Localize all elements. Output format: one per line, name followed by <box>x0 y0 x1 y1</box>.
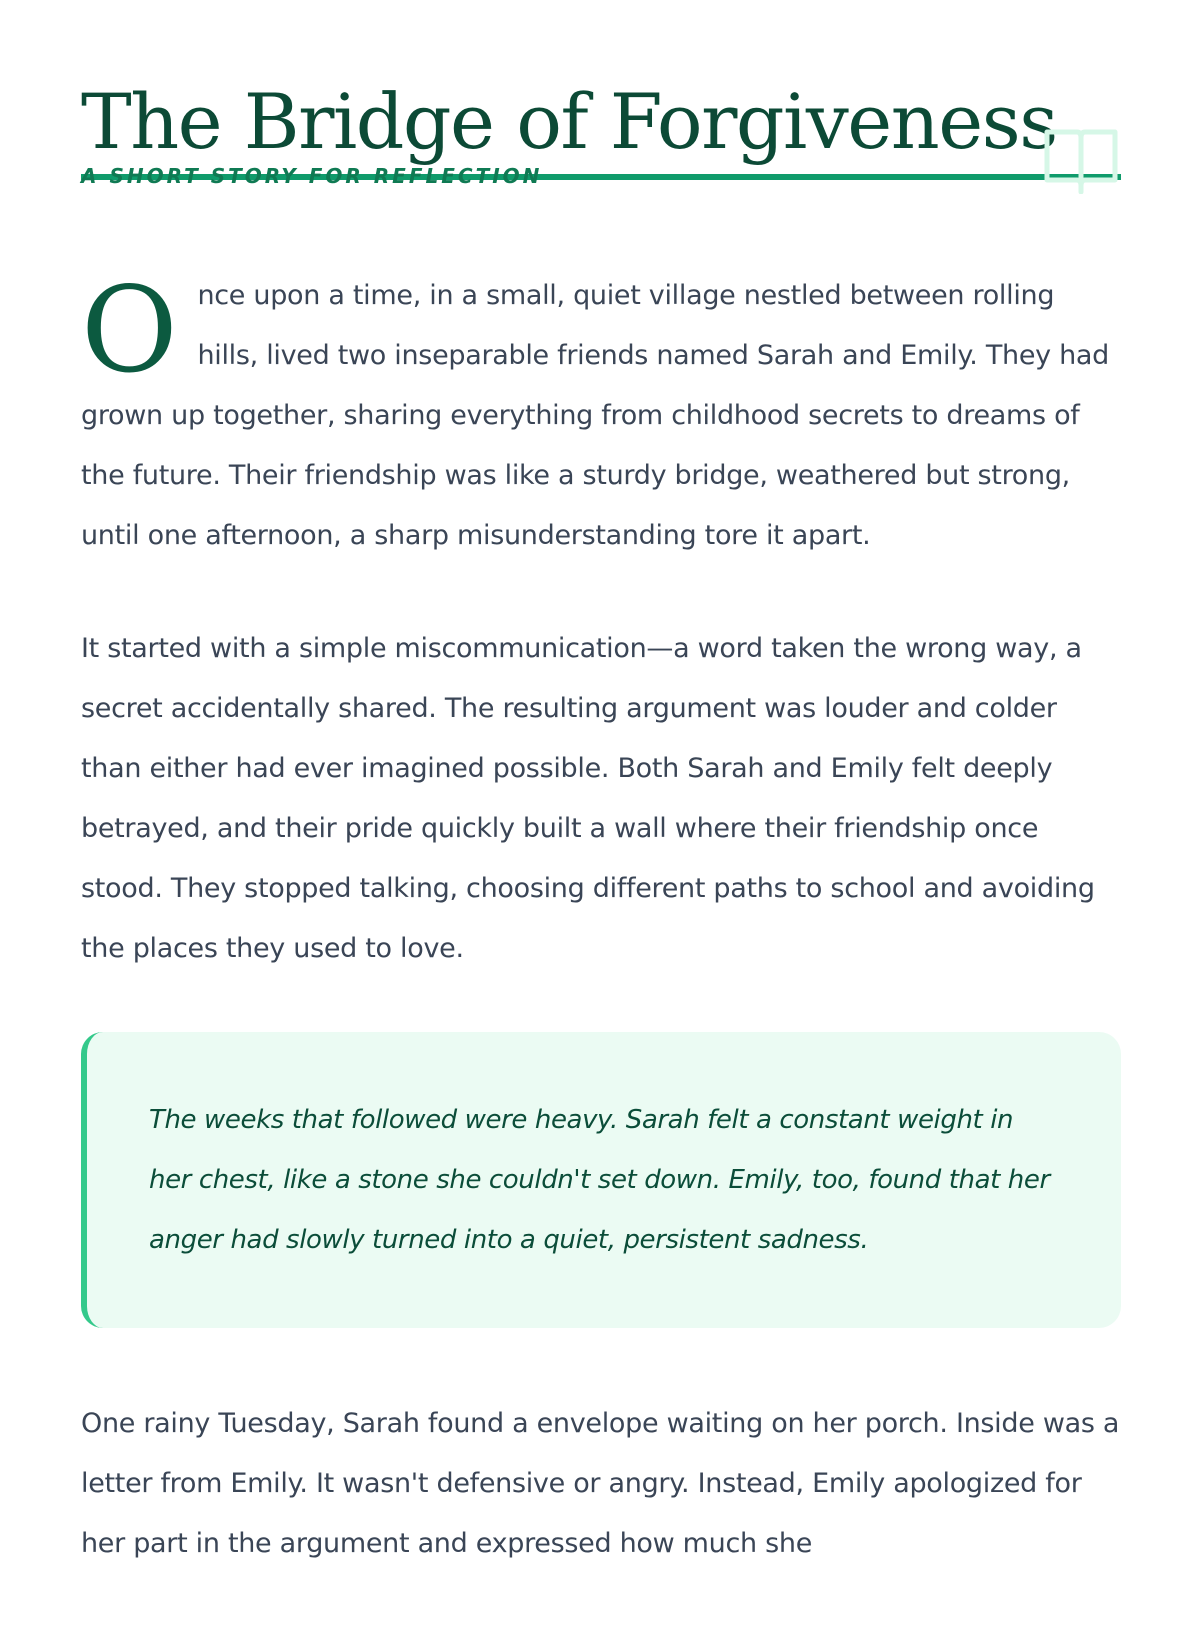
quote-text: The weeks that followed were heavy. Sarah felt a constant weight in her chest, like a stone she couldn't set down. Emily, too, found that her anger had slowly turned into a quiet, persistent sadness. <box>149 1105 1050 1255</box>
page-subtitle: A SHORT STORY FOR REFLECTION <box>81 164 543 188</box>
drop-cap: O <box>81 261 178 399</box>
story-paragraph-2: It started with a simple miscommunication—a word taken the wrong way, a secret accidentally shared. The resulting argument was louder and colder than either had ever imagined possible. Both Sarah and Emily felt deeply betrayed, and their pride quickly built a wall where their friendship once stood. They stopped talking, choosing different paths to school and avoiding the places they used to love. <box>81 633 1095 964</box>
page-title: The Bridge of Forgiveness <box>81 77 1057 166</box>
story-page <box>81 0 1121 1627</box>
book-open-icon <box>1043 126 1119 194</box>
story-body <box>81 180 1121 1574</box>
story-paragraph-3: One rainy Tuesday, Sarah found a envelope waiting on her porch. Inside was a letter from Emily. It wasn't defensive or angry. Instead, Emily apologized for her part in the argument and expressed how much she <box>81 1408 1120 1559</box>
story-paragraph-1 <box>81 261 1121 566</box>
paragraph-text: nce upon a time, in a small, quiet village nestled between rolling hills, lived two inseparable friends named Sarah and Emily. They had grown up together, sharing everything from childhood secrets to dreams of the future. Their friendship was like a sturdy bridge, weathered but strong, until one afternoon, a sharp misunderstanding tore it apart. <box>81 280 1109 551</box>
story-header <box>81 0 1121 188</box>
highlight-quote <box>81 1032 1121 1328</box>
